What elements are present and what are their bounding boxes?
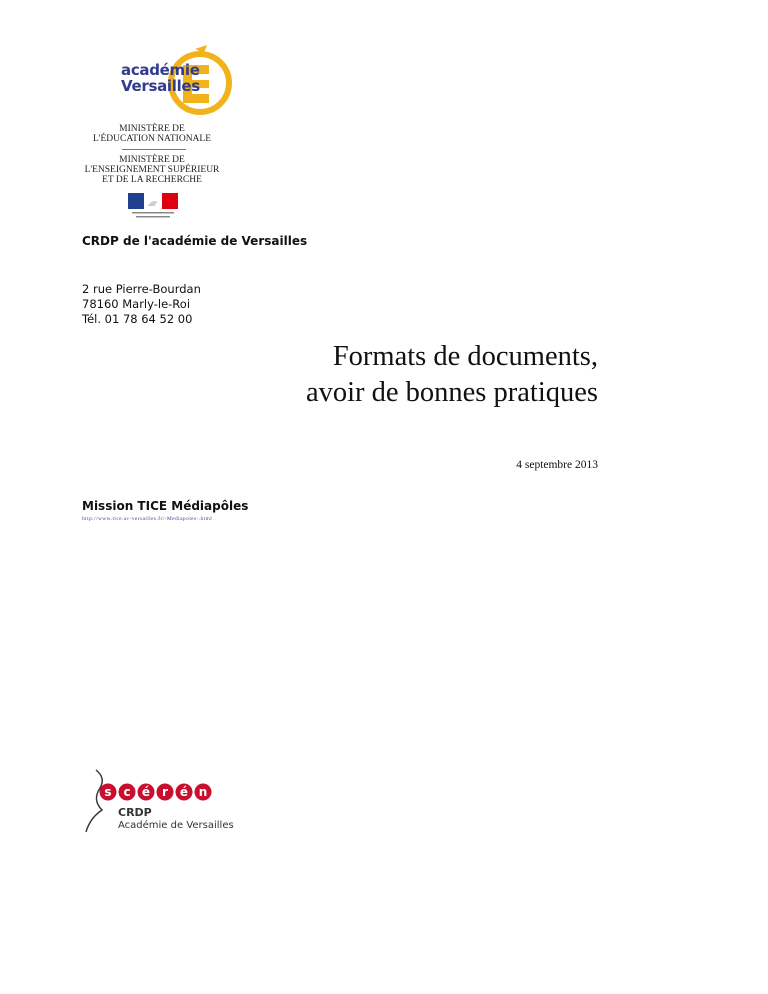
mission-url-link[interactable]: http://www.tice.ac-versailles.fr/-Mediapoles-.html (82, 516, 213, 522)
ministry-line: ET DE LA RECHERCHE (102, 175, 202, 185)
ministry-line: MINISTÈRE DE (119, 124, 185, 134)
sceren-academie-label: Académie de Versailles (118, 820, 234, 831)
document-title (306, 339, 598, 411)
ministry-line: L'ÉDUCATION NATIONALE (92, 134, 212, 144)
ministry-education (72, 124, 232, 144)
ministry-higher-education (72, 155, 232, 185)
republique-francaise-logo (128, 193, 178, 220)
address-line: 78160 Marly-le-Roi (82, 297, 191, 311)
title-line: avoir de bonnes pratiques (305, 377, 598, 408)
address-line: Tél. 01 78 64 52 00 (82, 312, 193, 326)
sceren-crdp-label: CRDP (118, 806, 152, 819)
organization-address (82, 282, 201, 327)
sceren-letter: n (198, 785, 208, 799)
mission-name: Mission TICE Médiapôles (82, 499, 249, 513)
sceren-letter: é (179, 785, 189, 799)
title-line: Formats de documents, (332, 341, 598, 372)
logo-line-versailles: Versailles (121, 77, 200, 95)
address-line: 2 rue Pierre-Bourdan (82, 282, 201, 296)
ministry-divider (122, 149, 186, 150)
document-date: 4 septembre 2013 (516, 459, 598, 471)
academie-logo-text (121, 62, 200, 94)
sceren-letter: c (123, 785, 131, 799)
sceren-letter: r (162, 785, 168, 799)
logo-line-academie: académie (121, 61, 200, 79)
organization-name: CRDP de l'académie de Versailles (82, 234, 308, 248)
sceren-letter: s (104, 785, 112, 799)
ministry-line: MINISTÈRE DE (119, 155, 185, 165)
ministry-line: L'ENSEIGNEMENT SUPÉRIEUR (84, 165, 220, 175)
sceren-letter: é (141, 785, 151, 799)
